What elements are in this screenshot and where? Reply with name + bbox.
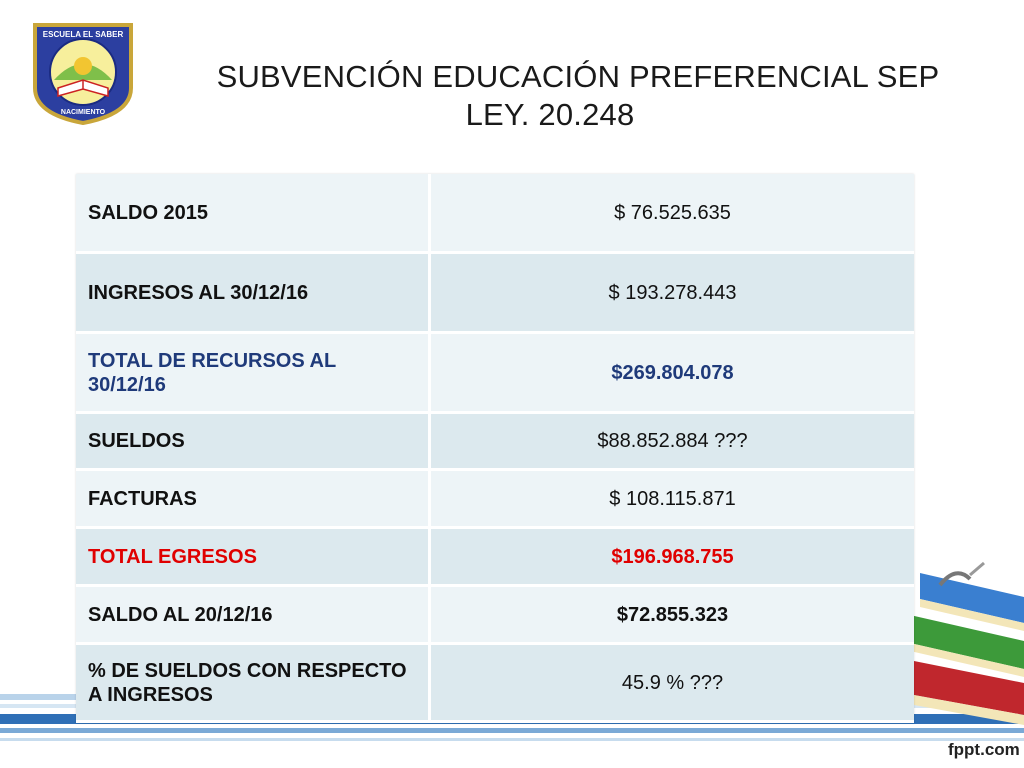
table-row bbox=[76, 174, 914, 254]
row-label: TOTAL DE RECURSOS AL 30/12/16 bbox=[76, 334, 431, 414]
row-label: SUELDOS bbox=[76, 414, 431, 471]
logo-bottom-text: NACIMIENTO bbox=[60, 109, 106, 116]
title-line-2: LEY. 20.248 bbox=[465, 97, 635, 132]
row-value: $ 76.525.635 bbox=[431, 174, 914, 254]
row-label: TOTAL EGRESOS bbox=[76, 529, 431, 587]
slide-title bbox=[120, 58, 980, 134]
table-row bbox=[76, 334, 914, 414]
row-value: $72.855.323 bbox=[431, 587, 914, 645]
row-value: $ 193.278.443 bbox=[431, 254, 914, 334]
row-label: SALDO 2015 bbox=[76, 174, 431, 254]
table-row bbox=[76, 645, 914, 723]
watermark-text: fppt.com bbox=[948, 740, 1020, 759]
table-row bbox=[76, 529, 914, 587]
table-row bbox=[76, 587, 914, 645]
table-row bbox=[76, 471, 914, 529]
row-label: % DE SUELDOS CON RESPECTO A INGRESOS bbox=[76, 645, 431, 723]
table-row bbox=[76, 254, 914, 334]
row-value: $269.804.078 bbox=[431, 334, 914, 414]
row-label: INGRESOS AL 30/12/16 bbox=[76, 254, 431, 334]
books-illustration bbox=[900, 545, 1024, 750]
row-value: $88.852.884 ??? bbox=[431, 414, 914, 471]
row-label: FACTURAS bbox=[76, 471, 431, 529]
financial-summary-table bbox=[76, 174, 914, 723]
title-line-1: SUBVENCIÓN EDUCACIÓN PREFERENCIAL SEP bbox=[216, 59, 940, 94]
row-value: $196.968.755 bbox=[431, 529, 914, 587]
table-row bbox=[76, 414, 914, 471]
row-value: 45.9 % ??? bbox=[431, 645, 914, 723]
row-value: $ 108.115.871 bbox=[431, 471, 914, 529]
row-label: SALDO AL 20/12/16 bbox=[76, 587, 431, 645]
logo-top-text: ESCUELA EL SABER bbox=[42, 30, 124, 39]
school-crest-logo bbox=[32, 22, 134, 126]
